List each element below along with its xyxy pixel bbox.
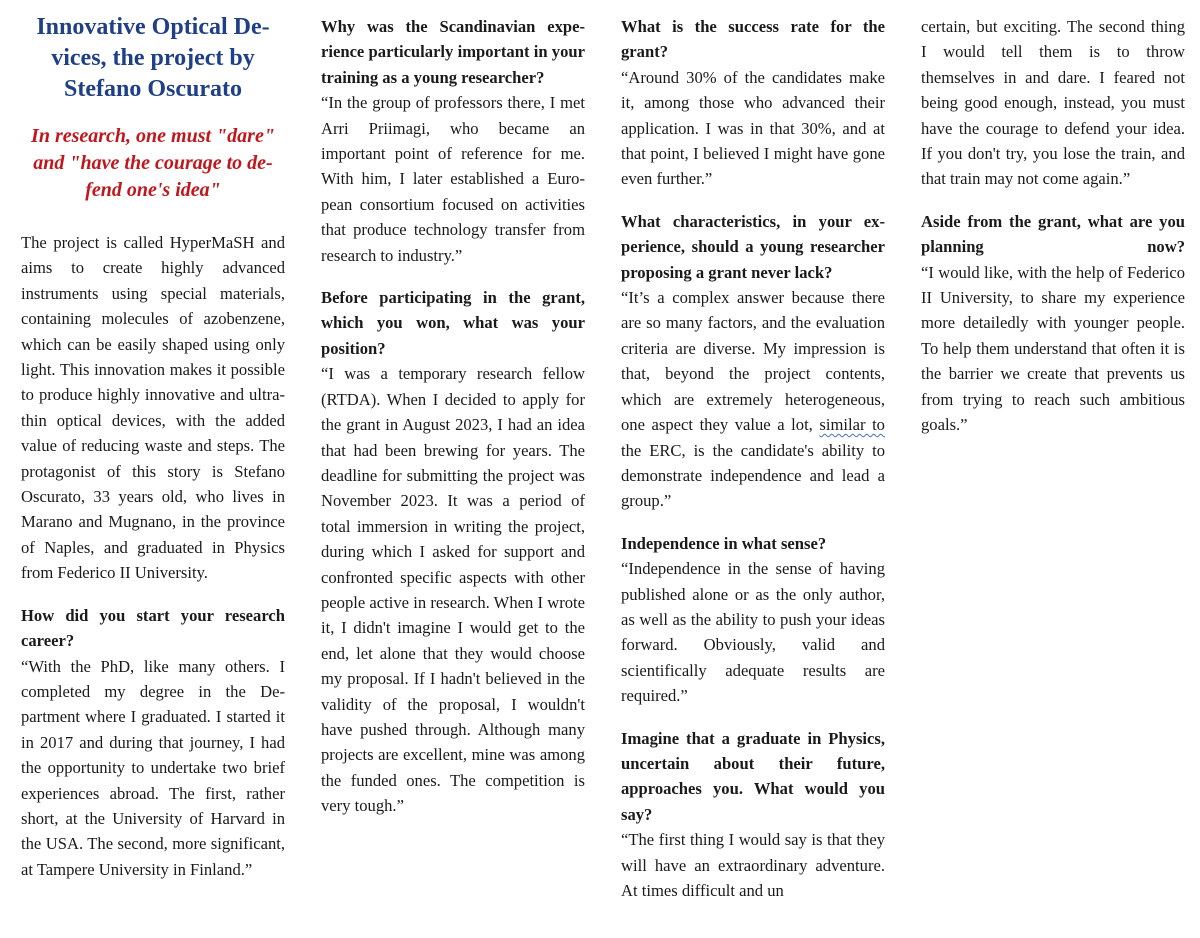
answer: “Independence in the sense of having published alone or as the only author, as well as the ability to push your ideas forward. Obviously, valid and scientifically adequate results are required.” — [621, 559, 885, 706]
article-subtitle: In research, one must "dare" and "have the courage to defend one's idea" — [31, 125, 275, 201]
question: Imagine that a graduate in Physics, uncertain about their future, approaches you. What would you say? — [621, 728, 885, 824]
answer: “I would like, with the help of Federico II University, to share my experience more detailedly with younger people. To help them understand that often it is the barrier we create that prevents us from trying to reach such ambitious goals.” — [921, 262, 1185, 435]
qa-block — [21, 603, 285, 882]
intro-paragraph: The project is called HyperMaSH and aims to create highly advanced instruments using special materials, containing molecules of azobenzene, which can be easily shaped using only light. This innovation makes it possible to produce highly innovative and ultra-thin optical devices, with the added value of reducing waste and steps. The protagonist of this story is Stefano Oscurato, 33 years old, who lives in Marano and Mugnano, in the province of Naples, and graduated in Physics from Federico II University. — [21, 233, 285, 583]
qa-block — [621, 726, 885, 904]
answer: “In the group of professors there, I met Arri Priimagi, who became an important point of reference for me. With him, I later established a European consortium focused on activities that produce technology transfer from research to industry.” — [321, 93, 585, 265]
question: Aside from the grant, what are you planning now? — [921, 211, 1185, 257]
answer: “The first thing I would say is that they will have an extraordinary adventure. At times difficult and un — [621, 830, 885, 900]
article-title: Innovative Optical Devices, the project by Stefano Oscurato — [36, 14, 270, 102]
column-3 — [621, 14, 885, 920]
column-4 — [921, 14, 1185, 455]
grammar-check-underline[interactable]: similar to — [819, 415, 885, 435]
qa-block — [921, 209, 1185, 438]
answer-continued: certain, but exciting. The second thing I would tell them is to throw themselves in and dare. I feared not being good enough, instead, you must have the courage to defend your idea. If you don't try, you lose the train, and that train may not come again.” — [921, 17, 1185, 189]
question: How did you start your research career? — [21, 605, 285, 651]
column-2 — [321, 14, 585, 836]
question: Independence in what sense? — [621, 533, 827, 553]
question: What is the success rate for the grant? — [621, 17, 885, 62]
question: Why was the Scandinavian experience particularly important in your training as a young researcher? — [321, 17, 585, 87]
qa-block — [321, 14, 585, 268]
answer: “I was a temporary research fellow (RTDA). When I decided to apply for the grant in August 2023, I had an idea that had been brewing for years. The deadline for submitting the project was November 2023. It was a period of total immersion in writing the project, during which I asked for support and confronted specific aspects with other people active in research. When I wrote it, I didn't imagine I would get to the end, let alone that they would choose my proposal. If I hadn't believed in the validity of the proposal, I wouldn't have pushed through. Although many projects are excellent, mine was among the funded ones. The competition is very tough.” — [321, 364, 585, 816]
qa-block — [621, 209, 885, 514]
question: What characteristics, in your experience, should a young researcher proposing a grant never lack? — [621, 211, 885, 282]
answer: “Around 30% of the candidates make it, among those who advanced their application. I was in that 30%, and at that point, I believed I might have gone even further.” — [621, 67, 885, 189]
column-1 — [21, 12, 285, 899]
question: Before participating in the grant, which you won, what was your position? — [321, 288, 585, 358]
answer: “With the PhD, like many others. I completed my degree in the Department where I graduated. I started it in 2017 and during that journey, I had the opportunity to undertake two brief experiences abroad. The first, rather short, at the University of Harvard in the USA. The second, more significant, at Tampere University in Finland.” — [21, 656, 285, 879]
qa-block — [321, 285, 585, 819]
answer: “It’s a complex answer because there are so many factors, and the evaluation criteria are diverse. My impression is that, beyond the project contents, which are extremely heterogeneous, one aspect they value a lot, similar to the ERC, is the candidate's ability to demonstrate independence and lead a group.” — [621, 288, 885, 511]
qa-block — [621, 14, 885, 192]
qa-block — [621, 531, 885, 709]
